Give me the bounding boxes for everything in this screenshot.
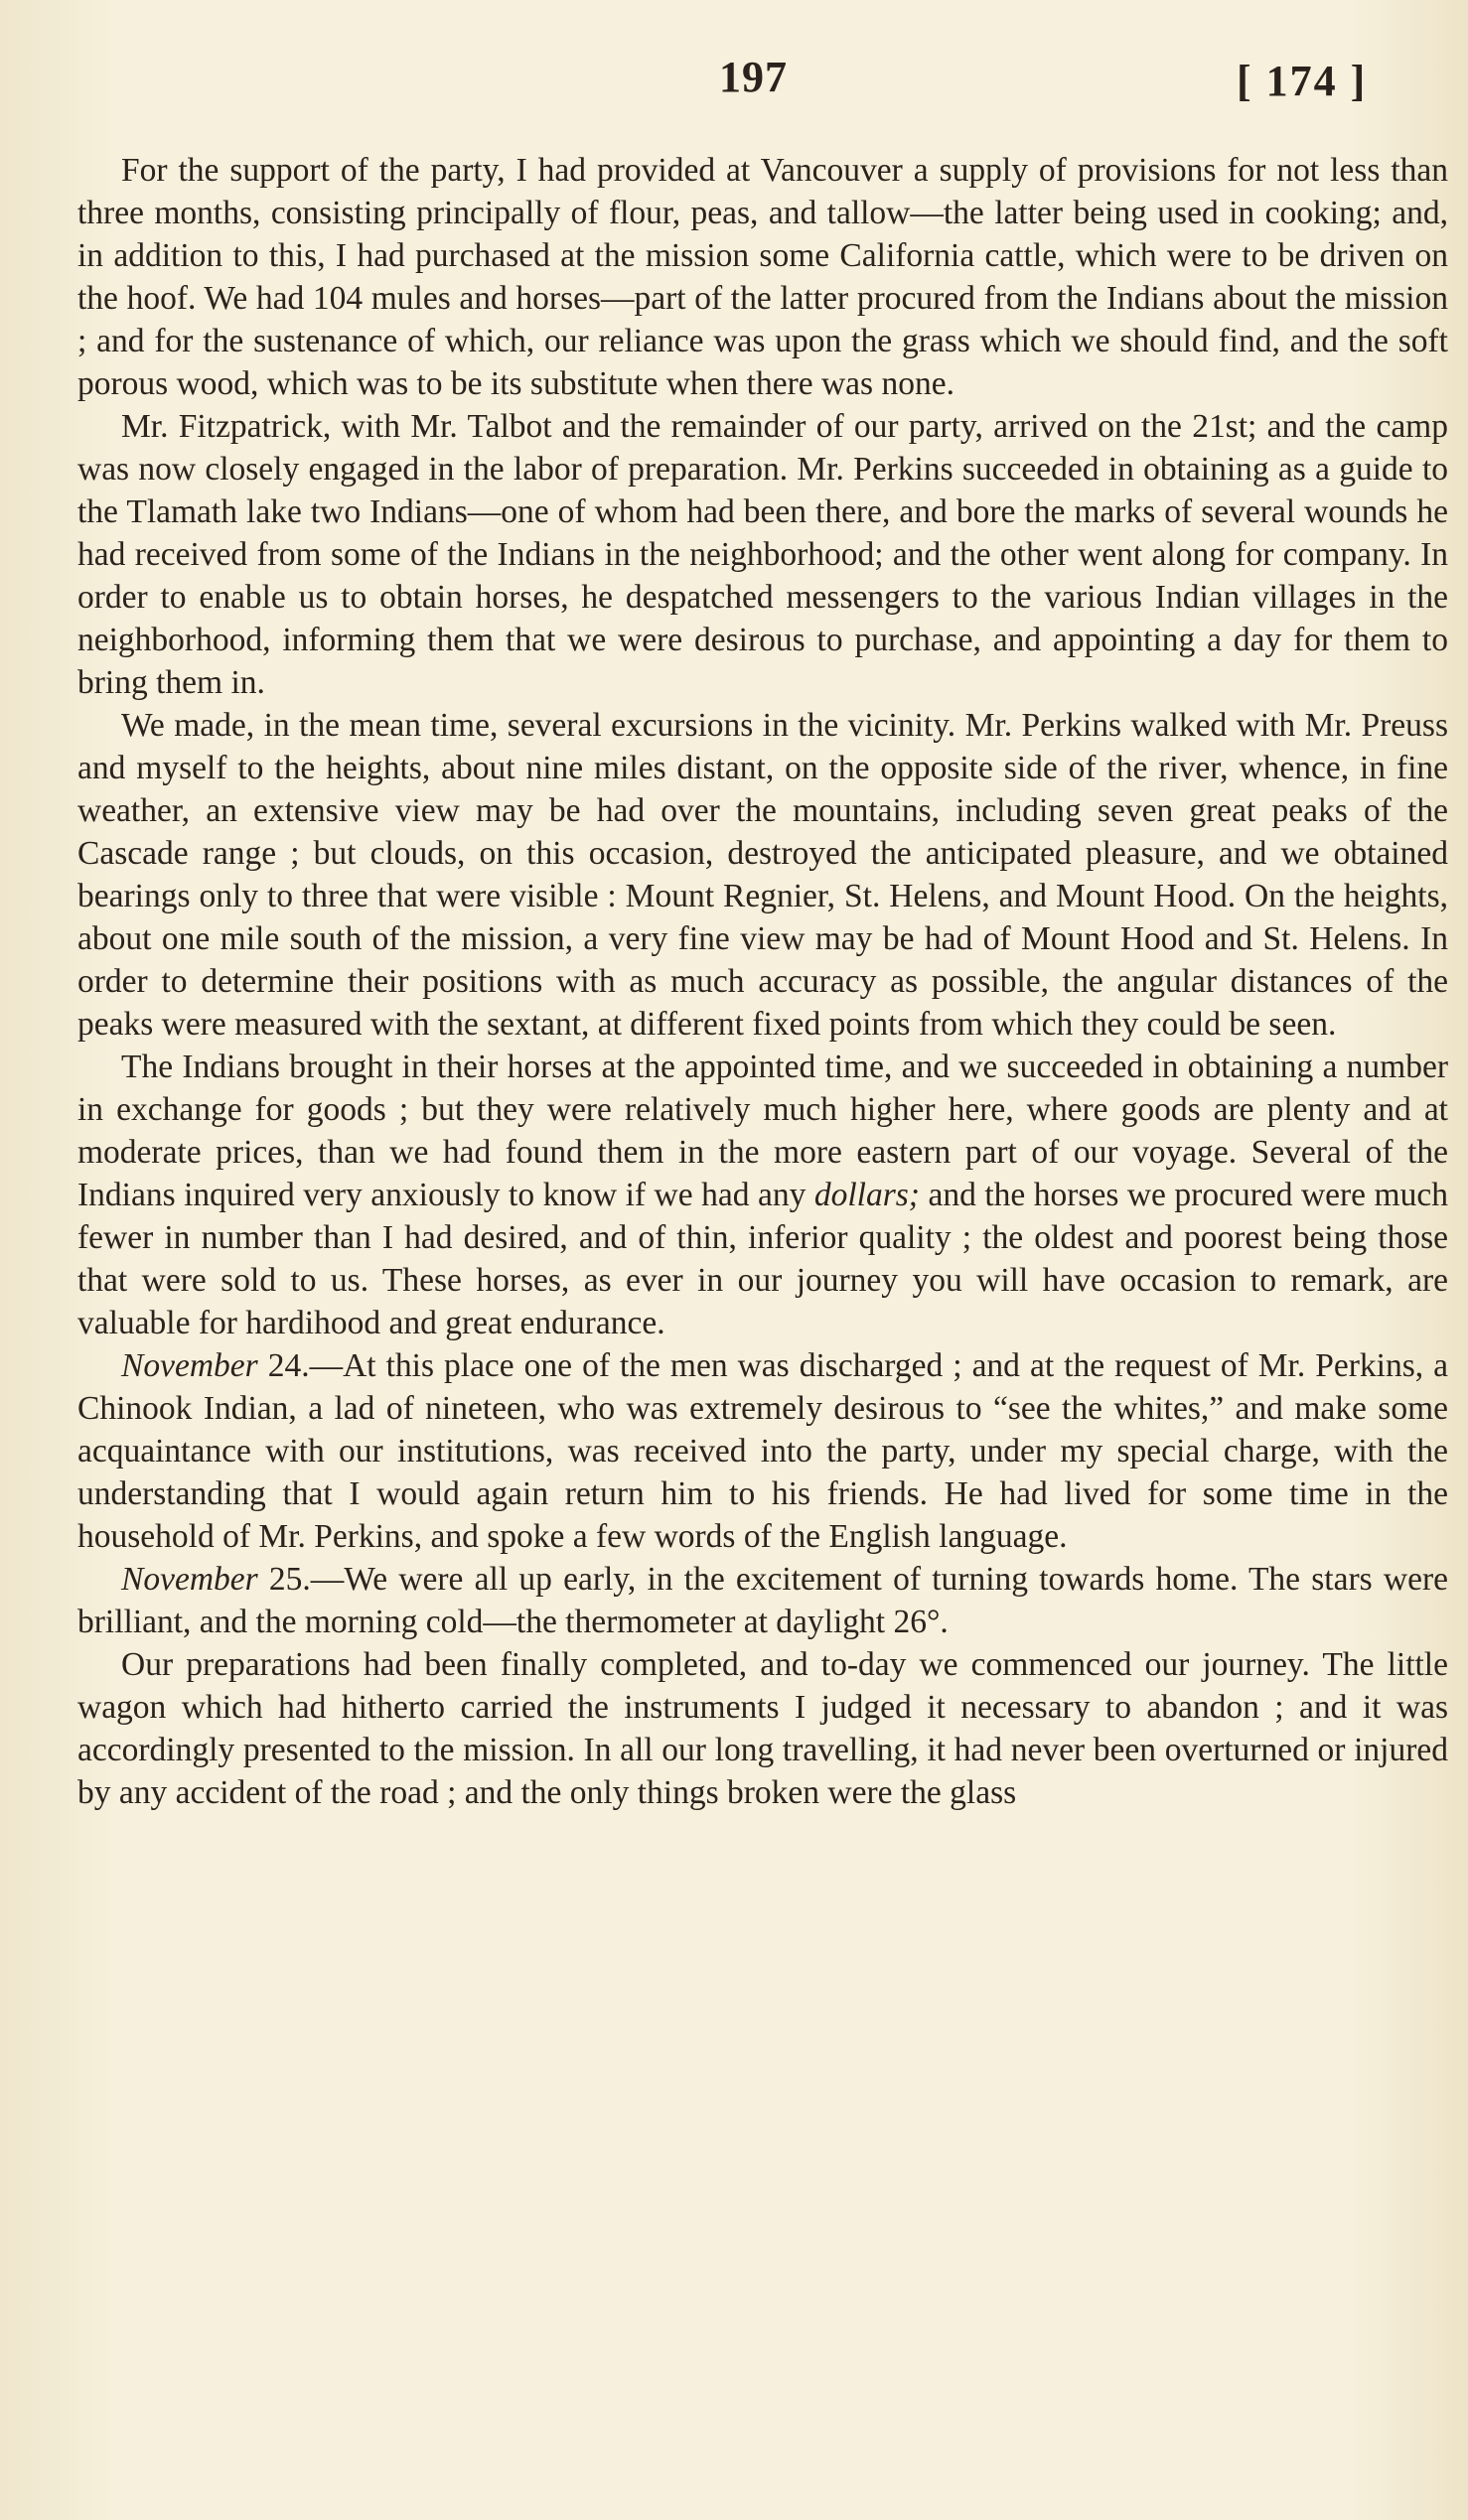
paragraph: November 24.—At this place one of the men was discharged ; and at the request of Mr. Perkins, a Chinook Indian, a lad of nineteen, who was extremely desirous to “see the whites,” and make some acquaintance with our institutions, was received into the party, under my special charge, with the understanding that I would again return him to his friends. He had lived for some time in the household of Mr. Perkins, and spoke a few words of the English language. <box>77 1347 1448 1555</box>
page-header <box>0 52 1468 111</box>
body-text <box>77 149 1448 1814</box>
paragraph: November 25.—We were all up early, in the excitement of turning towards home. The stars were brilliant, and the morning cold—the thermometer at daylight 26°. <box>77 1561 1448 1640</box>
paragraph: Mr. Fitzpatrick, with Mr. Talbot and the remainder of our party, arrived on the 21st; and the camp was now closely engaged in the labor of preparation. Mr. Perkins succeeded in obtaining as a guide to the Tlamath lake two Indians—one of whom had been there, and bore the marks of several wounds he had received from some of the Indians in the neighborhood; and the other went along for company. In order to enable us to obtain horses, he despatched messengers to the various Indian villages in the neighborhood, informing them that we were desirous to purchase, and appointing a day for them to bring them in. <box>77 408 1448 701</box>
paragraph: For the support of the party, I had provided at Vancouver a supply of provisions for not less than three months, consisting principally of flour, peas, and tallow—the latter being used in cooking; and, in addition to this, I had purchased at the mission some California cattle, which were to be driven on the hoof. We had 104 mules and horses—part of the latter procured from the Indians about the mission ; and for the sustenance of which, our reliance was upon the grass which we should find, and the soft porous wood, which was to be its substitute when there was none. <box>77 152 1448 402</box>
original-page-number: [ 174 ] <box>1237 57 1368 105</box>
page-number: 197 <box>719 53 788 101</box>
paragraph: We made, in the mean time, several excursions in the vicinity. Mr. Perkins walked with Mr. Preuss and myself to the heights, about nine miles distant, on the opposite side of the river, whence, in fine weather, an extensive view may be had over the mountains, including seven great peaks of the Cascade range ; but clouds, on this occasion, destroyed the anticipated pleasure, and we obtained bearings only to three that were visible : Mount Regnier, St. Helens, and Mount Hood. On the heights, about one mile south of the mission, a very fine view may be had of Mount Hood and St. Helens. In order to determine their positions with as much accuracy as possible, the angular distances of the peaks were measured with the sextant, at different fixed points from which they could be seen. <box>77 707 1448 1043</box>
date-label: November <box>121 1347 258 1384</box>
paragraph: Our preparations had been finally completed, and to-day we commenced our journey. The little wagon which had hitherto carried the instruments I judged it necessary to abandon ; and it was accordingly presented to the mission. In all our long travelling, it had never been overturned or injured by any accident of the road ; and the only things broken were the glass <box>77 1646 1448 1811</box>
paragraph: The Indians brought in their horses at the appointed time, and we succeeded in obtaining a number in exchange for goods ; but they were relatively much higher here, where goods are plenty and at moderate prices, than we had found them in the more eastern part of our voyage. Several of the Indians inquired very anxiously to know if we had any dollars; and the horses we procured were much fewer in number than I had desired, and of thin, inferior quality ; the oldest and poorest being those that were sold to us. These horses, as ever in our journey you will have occasion to remark, are valuable for hardihood and great endurance. <box>77 1049 1448 1341</box>
emphasized-word: dollars; <box>813 1177 920 1213</box>
date-label: November <box>121 1561 258 1598</box>
